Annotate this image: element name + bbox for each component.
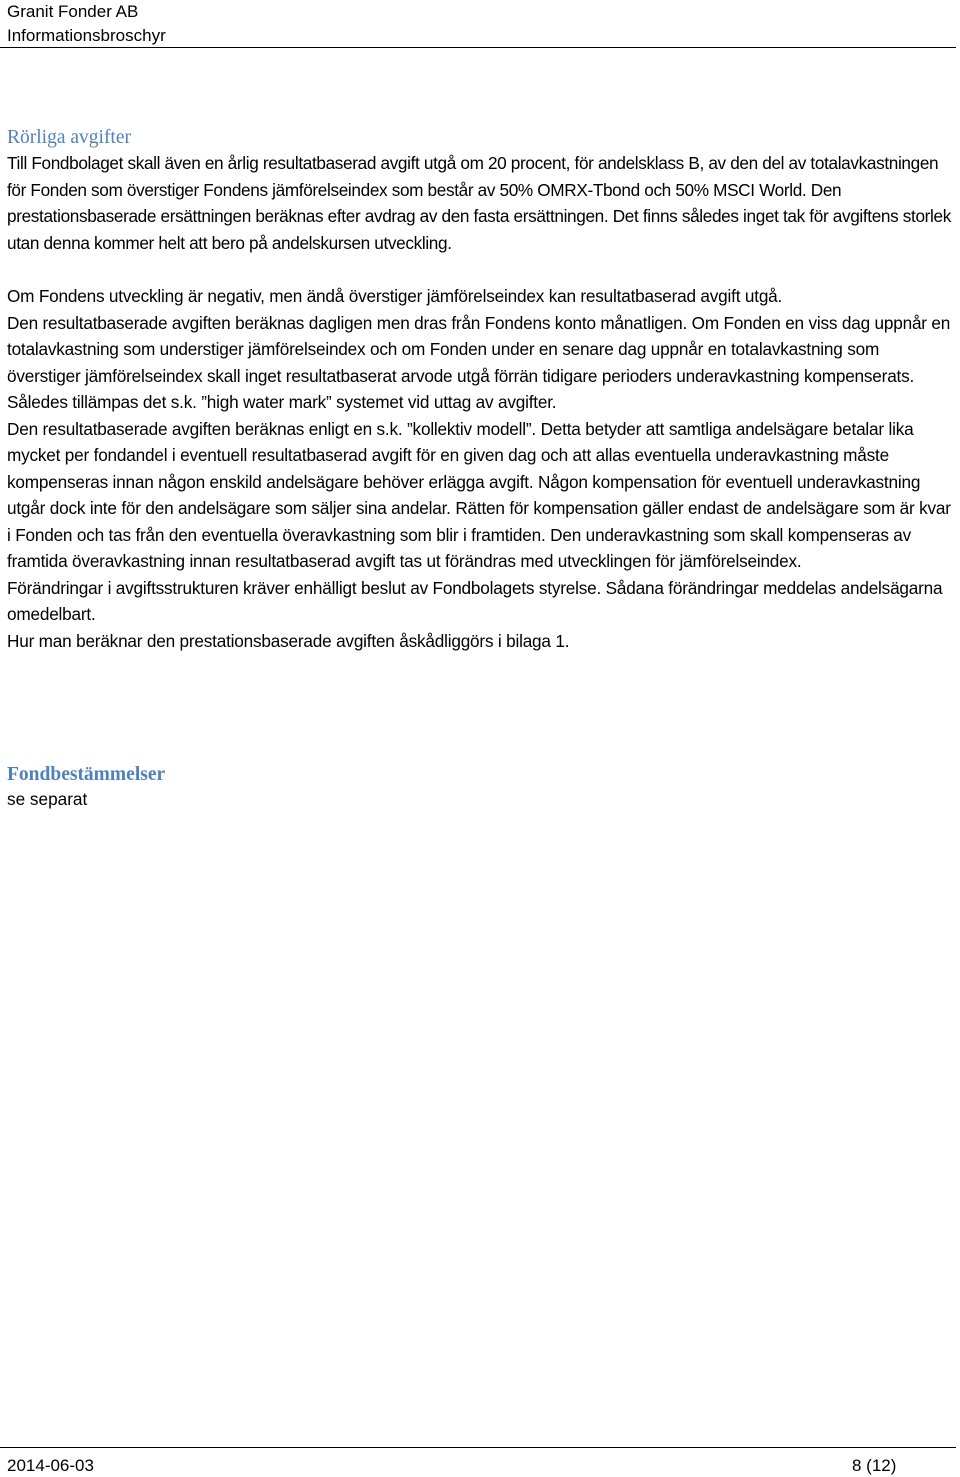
document-title: Informationsbroschyr — [7, 26, 166, 45]
variable-fees-body — [7, 283, 953, 654]
footer-divider — [0, 1447, 956, 1448]
paragraph-negative-development: Om Fondens utveckling är negativ, men ändå överstiger jämförelseindex kan resultatbaserad avgift utgå. — [7, 286, 783, 306]
section-heading-variable-fees: Rörliga avgifter — [7, 127, 131, 148]
paragraph-appendix-reference: Hur man beräknar den prestationsbaserade avgiften åskådliggörs i bilaga 1. — [7, 630, 570, 651]
page-header — [7, 0, 166, 48]
page-number: 8 (12) — [852, 1456, 897, 1475]
header-divider — [0, 47, 956, 48]
paragraph-collective-model: Den resultatbaserade avgiften beräknas enligt en s.k. ”kollektiv modell”. Detta betyder att samtliga andelsägare betalar lika mycket per fondandel i eventuell resultatbaserad avgift för en given dag och att allas eventuella underavkastning måste kompenseras innan någon enskild andelsägare behöver erlägga avgift. Någon kompensation för eventuell underavkastning utgår dock inte för den andelsägare som säljer sina andelar. Rätten för kompensation gäller endast de andelsägare som är kvar i Fonden och tas från den eventuella överavkastning som blir i framtiden. Den underavkastning som skall kompenseras av framtida överavkastning innan resultatbaserad avgift tas ut förändras med utvecklingen för jämförelseindex. — [7, 418, 951, 571]
section-heading-fund-rules: Fondbestämmelser — [7, 764, 166, 785]
paragraph-fee-structure-changes: Förändringar i avgiftsstrukturen kräver enhälligt beslut av Fondbolagets styrelse. Sådana förändringar meddelas andelsägarna omedelbart. — [7, 577, 943, 624]
company-name: Granit Fonder AB — [7, 2, 139, 21]
footer-date: 2014-06-03 — [7, 1456, 94, 1475]
fund-rules-text: se separat — [7, 789, 88, 809]
variable-fees-intro: Till Fondbolaget skall även en årlig resultatbaserad avgift utgå om 20 procent, för andelsklass B, av den del av totalavkastningen för Fonden som överstiger Fondens jämförelseindex som består av 50% OMRX-Tbond och 50% MSCI World. Den prestationsbaserade ersättningen beräknas efter avdrag av den fasta ersättningen. Det finns således inget tak för avgiftens storlek utan denna kommer helt att bero på andelskursen utveckling. — [7, 153, 951, 253]
paragraph-daily-calculation: Den resultatbaserade avgiften beräknas dagligen men dras från Fondens konto månatligen. Om Fonden en viss dag uppnår en totalavkastning som understiger jämförelseindex och om Fonden under en senare dag uppnår en totalavkastning som överstiger jämförelseindex skall inget resultatbaserat arvode utgå förrän tidigare perioders underavkastning kompenserats. Således tillämpas det s.k. ”high water mark” systemet vid uttag av avgifter. — [7, 312, 951, 412]
